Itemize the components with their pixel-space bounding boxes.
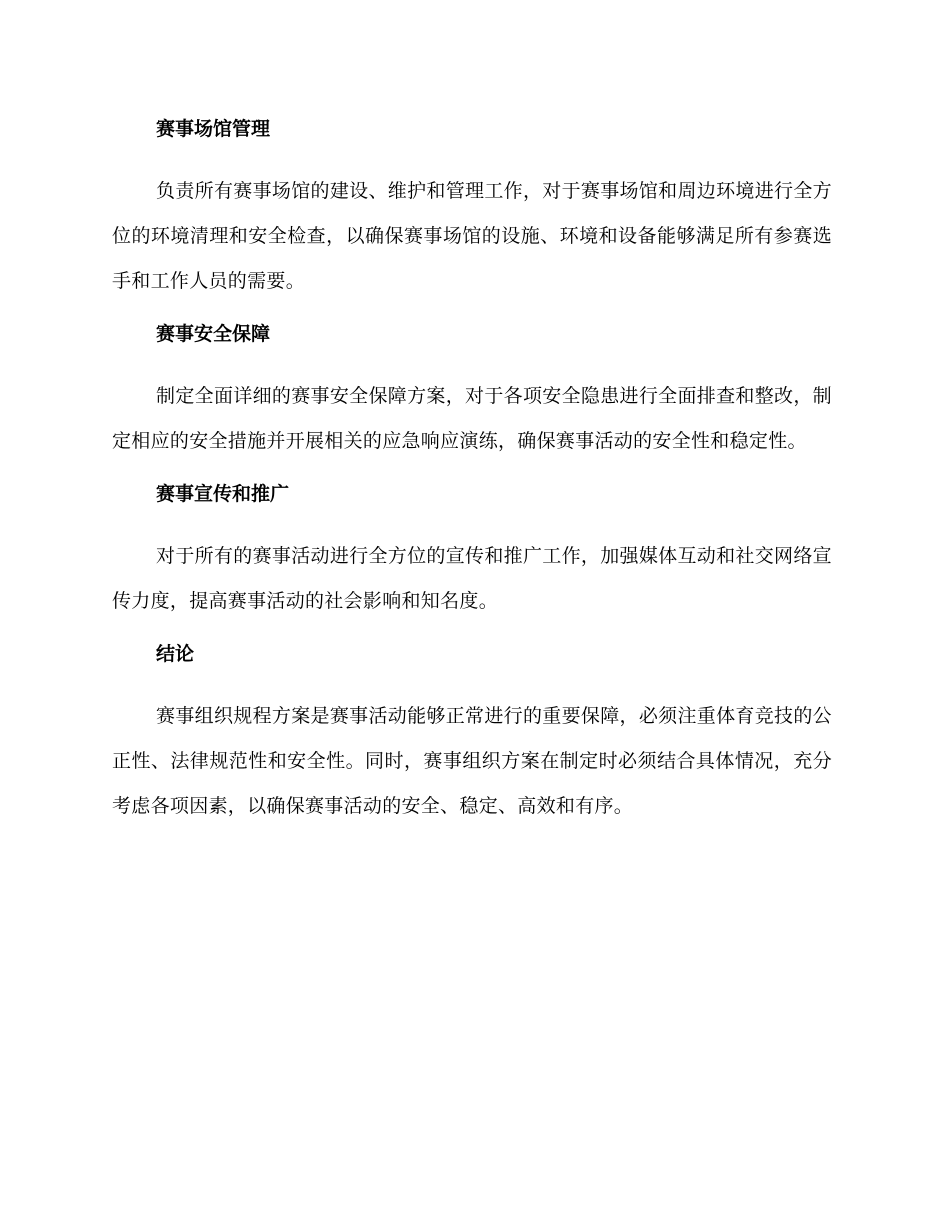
section-heading: 赛事宣传和推广: [156, 483, 290, 505]
section-heading: 赛事场馆管理: [156, 118, 271, 140]
section-conclusion: [112, 638, 832, 829]
section-paragraph: 制定全面详细的赛事安全保障方案，对于各项安全隐患进行全面排查和整改，制定相应的安全措施并开展相关的应急响应演练，确保赛事活动的安全性和稳定性。: [112, 385, 832, 452]
section-safety-assurance: [112, 318, 832, 464]
document-page: [112, 113, 832, 843]
section-paragraph: 对于所有的赛事活动进行全方位的宣传和推广工作，加强媒体互动和社交网络宣传力度，提高赛事活动的社会影响和知名度。: [112, 545, 832, 612]
section-venue-management: [112, 113, 832, 304]
section-paragraph: 赛事组织规程方案是赛事活动能够正常进行的重要保障，必须注重体育竞技的公正性、法律规范性和安全性。同时，赛事组织方案在制定时必须结合具体情况，充分考虑各项因素，以确保赛事活动的安全、稳定、高效和有序。: [112, 705, 832, 817]
section-heading: 结论: [156, 643, 195, 665]
section-heading: 赛事安全保障: [156, 323, 271, 345]
section-paragraph: 负责所有赛事场馆的建设、维护和管理工作，对于赛事场馆和周边环境进行全方位的环境清理和安全检查，以确保赛事场馆的设施、环境和设备能够满足所有参赛选手和工作人员的需要。: [112, 180, 832, 292]
section-promotion: [112, 478, 832, 624]
